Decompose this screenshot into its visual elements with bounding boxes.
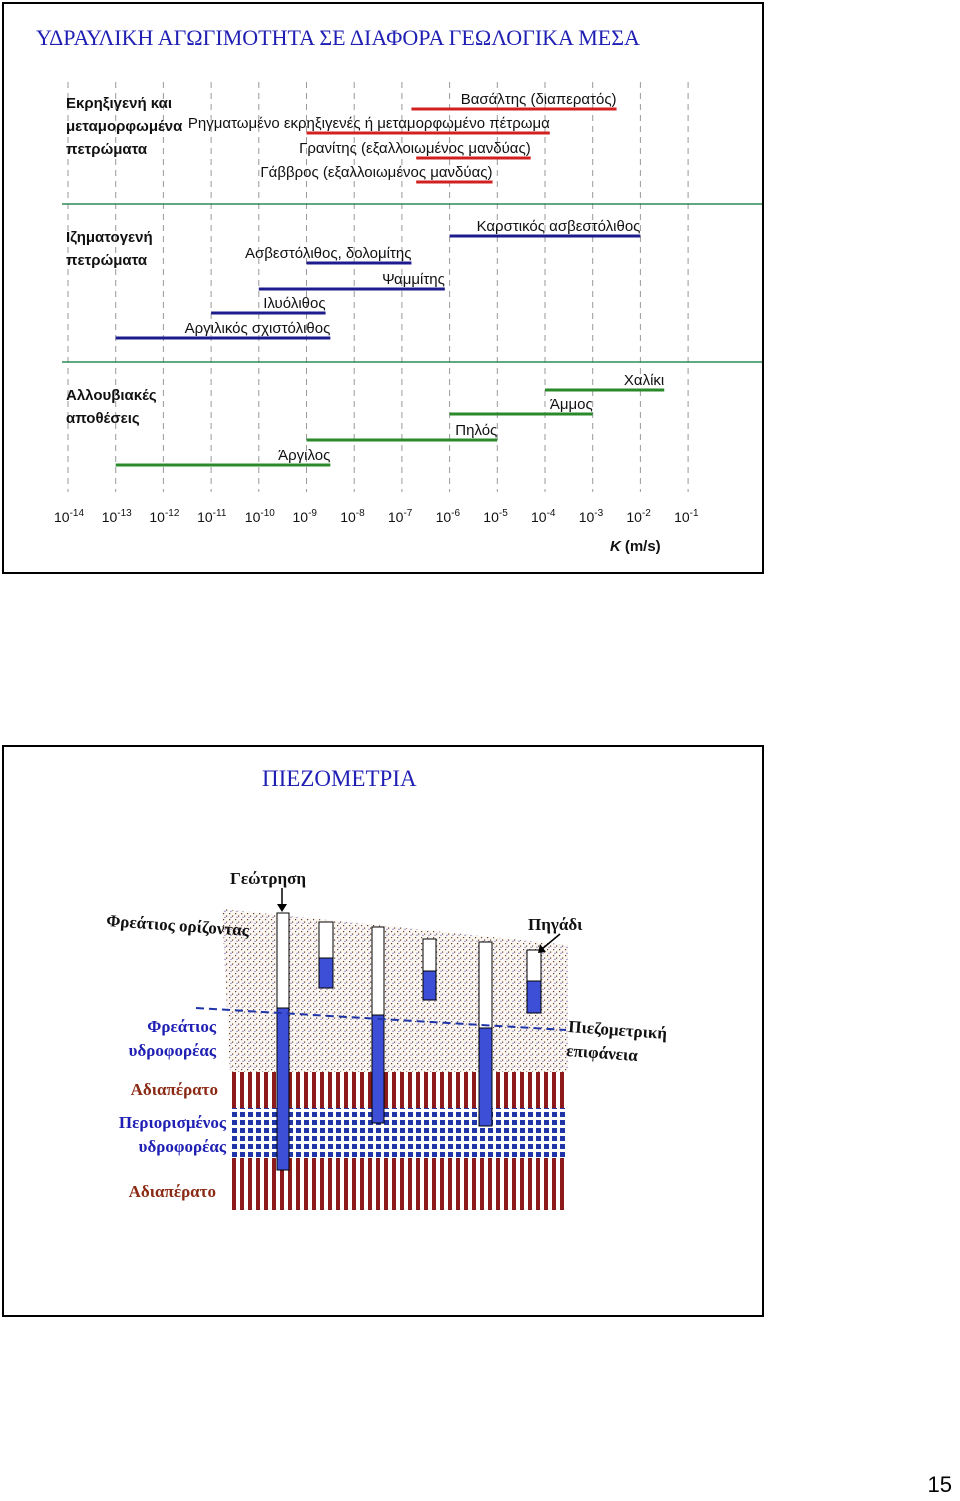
borehole-3 <box>372 927 384 1123</box>
well-label: Πηγάδι <box>528 915 583 934</box>
tick-label-2: $10^{-12}$ <box>149 508 180 525</box>
page-number: 15 <box>927 1472 952 1497</box>
range-label-1-1: Ασβεστόλιθος, δολομίτης <box>245 245 412 262</box>
tick-label-5: $10^{-9}$ <box>292 508 317 525</box>
unconfined-aquifer-label-2: υδροφορέας <box>128 1041 216 1060</box>
tick-label-0: $10^{-14}$ <box>54 508 85 525</box>
borehole-label: Γεώτρηση <box>230 869 306 888</box>
range-label-0-1: Ρηγματωμένο εκρηξιγενές ή μεταμορφωμένο πέτρωμα <box>187 115 550 132</box>
tick-label-10: $10^{-4}$ <box>531 508 556 525</box>
range-label-2-0: Χαλίκι <box>623 372 665 389</box>
tick-label-9: $10^{-5}$ <box>483 508 508 525</box>
borehole-2 <box>319 922 333 988</box>
borehole-4 <box>423 939 436 1000</box>
well-1 <box>527 950 541 1013</box>
range-label-1-3: Ιλυόλιθος <box>263 295 326 312</box>
tick-label-11: $10^{-3}$ <box>578 508 604 525</box>
piezometry-title: ΠΙΕΖΟΜΕΤΡΙΑ <box>262 766 417 791</box>
group-label-alluvial-1: Αλλουβιακές <box>66 387 157 404</box>
range-label-0-0: Βασάλτης (διαπερατός) <box>460 91 617 108</box>
group-label-sedimentary-2: πετρώματα <box>66 252 148 269</box>
impermeable-label-top: Αδιαπέρατο <box>130 1080 218 1099</box>
x-axis-label: K (m/s) <box>610 538 661 555</box>
tick-label-8: $10^{-6}$ <box>435 508 461 525</box>
borehole-arrow-head <box>277 904 287 912</box>
range-label-1-0: Καρστικός ασβεστόλιθος <box>476 218 641 235</box>
range-label-2-2: Πηλός <box>455 422 498 439</box>
confined-aquifer-label-1: Περιορισμένος <box>118 1113 226 1132</box>
range-label-0-2: Γρανίτης (εξαλλοιωμένος μανδύας) <box>299 140 531 157</box>
unconfined-aquifer-layer <box>222 909 568 1072</box>
borehole-1 <box>277 913 289 1170</box>
group-label-alluvial-2: αποθέσεις <box>66 410 140 427</box>
tick-label-4: $10^{-10}$ <box>244 508 275 525</box>
unconfined-aquifer-label-1: Φρεάτιος <box>147 1017 216 1036</box>
confined-aquifer-label-2: υδροφορέας <box>138 1137 226 1156</box>
range-label-1-2: Ψαμμίτης <box>382 271 445 288</box>
group-label-igneous-1: Εκρηξιγενή και <box>66 95 173 112</box>
tick-label-3: $10^{-11}$ <box>197 508 227 525</box>
range-label-2-1: Άμμος <box>549 396 593 413</box>
group-label-igneous-3: πετρώματα <box>66 141 148 158</box>
tick-label-7: $10^{-7}$ <box>387 508 413 525</box>
range-label-0-3: Γάββρος (εξαλλοιωμένος μανδύας) <box>260 164 493 181</box>
group-label-sedimentary-1: Ιζηματογενή <box>66 229 153 246</box>
water-table-label: Φρεάτιος ορίζοντας <box>105 911 250 940</box>
tick-label-13: $10^{-1}$ <box>674 508 699 525</box>
group-label-igneous-2: μεταμορφωμένα <box>66 118 183 135</box>
piezometric-surface-label-2: επιφάνεια <box>565 1041 639 1065</box>
borehole-5 <box>479 942 492 1126</box>
tick-label-6: $10^{-8}$ <box>340 508 365 525</box>
impermeable-label-bottom: Αδιαπέρατο <box>128 1182 216 1201</box>
chart-title: ΥΔΡΑΥΛΙΚΗ ΑΓΩΓΙΜΟΤΗΤΑ ΣΕ ΔΙΑΦΟΡΑ ΓΕΩΛΟΓΙΚΑ ΜΕΣΑ <box>36 25 640 50</box>
piezometric-surface-label-1: Πιεζομετρική <box>567 1017 668 1043</box>
range-label-1-4: Αργιλικός σχιστόλιθος <box>184 320 331 337</box>
tick-label-12: $10^{-2}$ <box>626 508 651 525</box>
tick-label-1: $10^{-13}$ <box>101 508 132 525</box>
range-label-2-3: Άργιλος <box>278 447 331 464</box>
